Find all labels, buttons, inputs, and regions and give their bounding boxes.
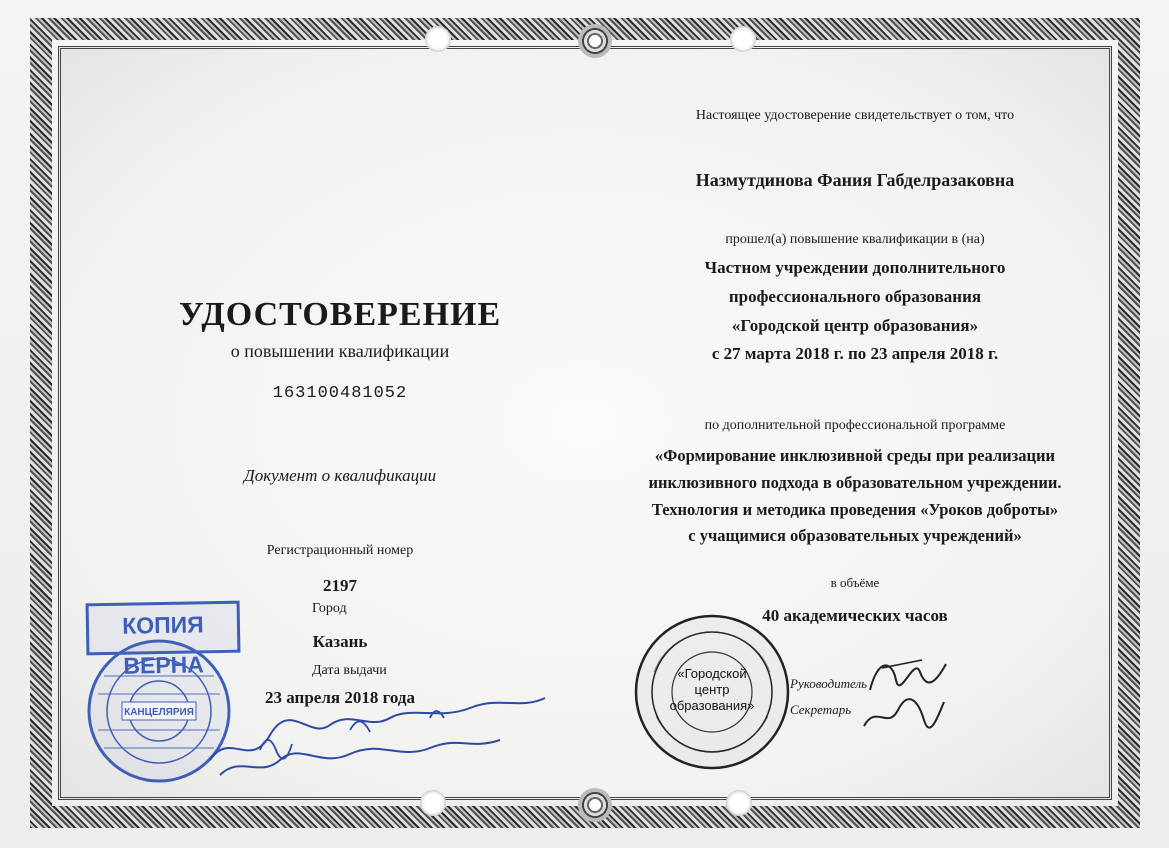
city-value: Казань	[312, 632, 368, 651]
document-subtitle: о повышении квалификации	[230, 341, 450, 361]
training-period: с 27 марта 2018 г. по 23 апреля 2018 г.	[711, 344, 999, 363]
institution-line: «Городской центр образования»	[731, 316, 979, 335]
blue-seal-center-text: КАНЦЕЛЯРИЯ	[124, 707, 194, 718]
registration-label: Регистрационный номер	[266, 543, 414, 558]
handwritten-certification-signature	[200, 690, 560, 780]
punch-hole-bottom-right	[726, 790, 752, 816]
secretary-signature	[858, 690, 948, 735]
program-line: инклюзивного подхода в образовательном учреждении.	[648, 473, 1062, 492]
institution-line: Частном учреждении дополнительного	[704, 258, 1006, 277]
document-type: Документ о квалификации	[243, 466, 437, 485]
secretary-label: Секретарь	[790, 702, 852, 717]
volume-label: в объёме	[830, 575, 880, 590]
volume-value: 40 академических часов	[762, 606, 948, 625]
qualification-label: прошел(а) повышение квалификации в (на)	[725, 232, 985, 247]
punch-hole-right	[730, 26, 756, 52]
punch-hole-left	[425, 26, 451, 52]
program-line: Технология и методика проведения «Уроков доброты»	[651, 500, 1059, 519]
program-line: с учащимися образовательных учреждений»	[688, 526, 1022, 545]
city-label: Город	[312, 601, 347, 616]
document-title: УДОСТОВЕРЕНИЕ	[178, 296, 502, 333]
issue-date-value: 23 апреля 2018 года	[265, 688, 415, 707]
black-seal-line-1: «Городской	[677, 666, 747, 681]
copy-certified-stamp: КОПИЯ ВЕРНА	[86, 601, 241, 656]
document-number: 163100481052	[272, 384, 408, 403]
frame-rosette-bottom	[578, 788, 612, 822]
frame-rosette-top	[578, 24, 612, 58]
institution-line: профессионального образования	[728, 287, 982, 306]
black-seal-line-2: центр	[694, 682, 730, 697]
institution-round-seal	[632, 612, 792, 772]
issue-date-label: Дата выдачи	[312, 663, 387, 678]
head-label: Руководитель	[790, 676, 868, 691]
punch-hole-bottom-left	[420, 790, 446, 816]
registration-number: 2197	[323, 576, 357, 595]
holder-name: Назмутдинова Фания Габделразаковна	[695, 170, 1015, 190]
program-label: по дополнительной профессиональной программе	[704, 418, 1006, 433]
certificate-intro: Настоящее удостоверение свидетельствует о том, что	[695, 108, 1015, 123]
black-seal-line-3: образования»	[669, 698, 755, 713]
program-line: «Формирование инклюзивной среды при реализации	[654, 446, 1056, 465]
